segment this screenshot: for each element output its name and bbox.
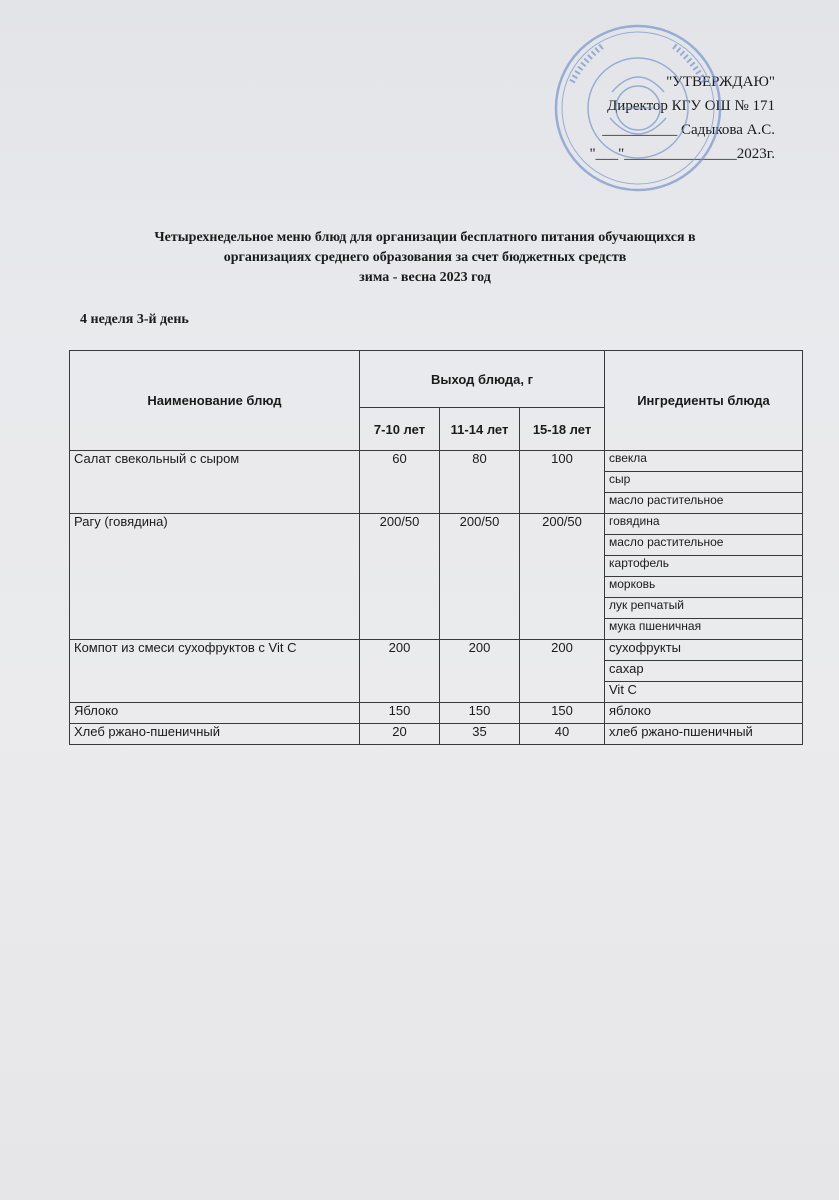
- portion-11-14: 200/50: [440, 514, 520, 640]
- ingredient: мука пшеничная: [605, 619, 803, 640]
- portion-15-18: 200: [520, 640, 605, 703]
- dish-name: Хлеб ржано-пшеничный: [70, 724, 360, 745]
- ingredient: сыр: [605, 472, 803, 493]
- portion-11-14: 150: [440, 703, 520, 724]
- ingredient: яблоко: [605, 703, 803, 724]
- portion-7-10: 200/50: [360, 514, 440, 640]
- ingredient: картофель: [605, 556, 803, 577]
- ingredient: морковь: [605, 577, 803, 598]
- portion-15-18: 40: [520, 724, 605, 745]
- table-row: [70, 451, 803, 472]
- stamp-seal: [552, 22, 724, 194]
- portion-11-14: 80: [440, 451, 520, 514]
- approval-position: Директор КГУ ОШ № 171: [607, 98, 775, 114]
- ingredient: хлеб ржано-пшеничный: [605, 724, 803, 745]
- ingredient: масло растительное: [605, 535, 803, 556]
- ingredient: масло растительное: [605, 493, 803, 514]
- portion-7-10: 150: [360, 703, 440, 724]
- portion-15-18: 200/50: [520, 514, 605, 640]
- header-age-15-18: 15-18 лет: [520, 408, 605, 451]
- table-row: [70, 640, 803, 661]
- approval-signatory: __________ Садыкова А.С.: [602, 122, 775, 138]
- ingredient: сахар: [605, 661, 803, 682]
- dish-name: Рагу (говядина): [70, 514, 360, 640]
- approval-date: "___"_______________2023г.: [589, 146, 775, 162]
- document-title: [60, 228, 790, 288]
- portion-11-14: 35: [440, 724, 520, 745]
- portion-7-10: 200: [360, 640, 440, 703]
- approval-heading: "УТВЕРЖДАЮ": [666, 74, 775, 90]
- ingredient: свекла: [605, 451, 803, 472]
- menu-table: [69, 350, 803, 745]
- dish-name: Яблоко: [70, 703, 360, 724]
- title-line-1: Четырехнедельное меню блюд для организации бесплатного питания обучающихся в: [154, 230, 696, 245]
- header-age-7-10: 7-10 лет: [360, 408, 440, 451]
- table-row: [70, 703, 803, 724]
- table-row: [70, 514, 803, 535]
- portion-7-10: 60: [360, 451, 440, 514]
- dish-name: Компот из смеси сухофруктов с Vit C: [70, 640, 360, 703]
- ingredient: говядина: [605, 514, 803, 535]
- header-output: Выход блюда, г: [360, 351, 605, 408]
- portion-11-14: 200: [440, 640, 520, 703]
- portion-7-10: 20: [360, 724, 440, 745]
- dish-name: Салат свекольный с сыром: [70, 451, 360, 514]
- week-day-label: 4 неделя 3-й день: [80, 312, 189, 327]
- portion-15-18: 150: [520, 703, 605, 724]
- ingredient: Vit C: [605, 682, 803, 703]
- ingredient: лук репчатый: [605, 598, 803, 619]
- ingredient: сухофрукты: [605, 640, 803, 661]
- portion-15-18: 100: [520, 451, 605, 514]
- table-row: [70, 724, 803, 745]
- title-line-3: зима - весна 2023 год: [359, 270, 491, 285]
- header-ingredients: Ингредиенты блюда: [605, 351, 803, 451]
- title-line-2: организациях среднего образования за счет бюджетных средств: [223, 250, 627, 265]
- header-dish-name: Наименование блюд: [70, 351, 360, 451]
- header-age-11-14: 11-14 лет: [440, 408, 520, 451]
